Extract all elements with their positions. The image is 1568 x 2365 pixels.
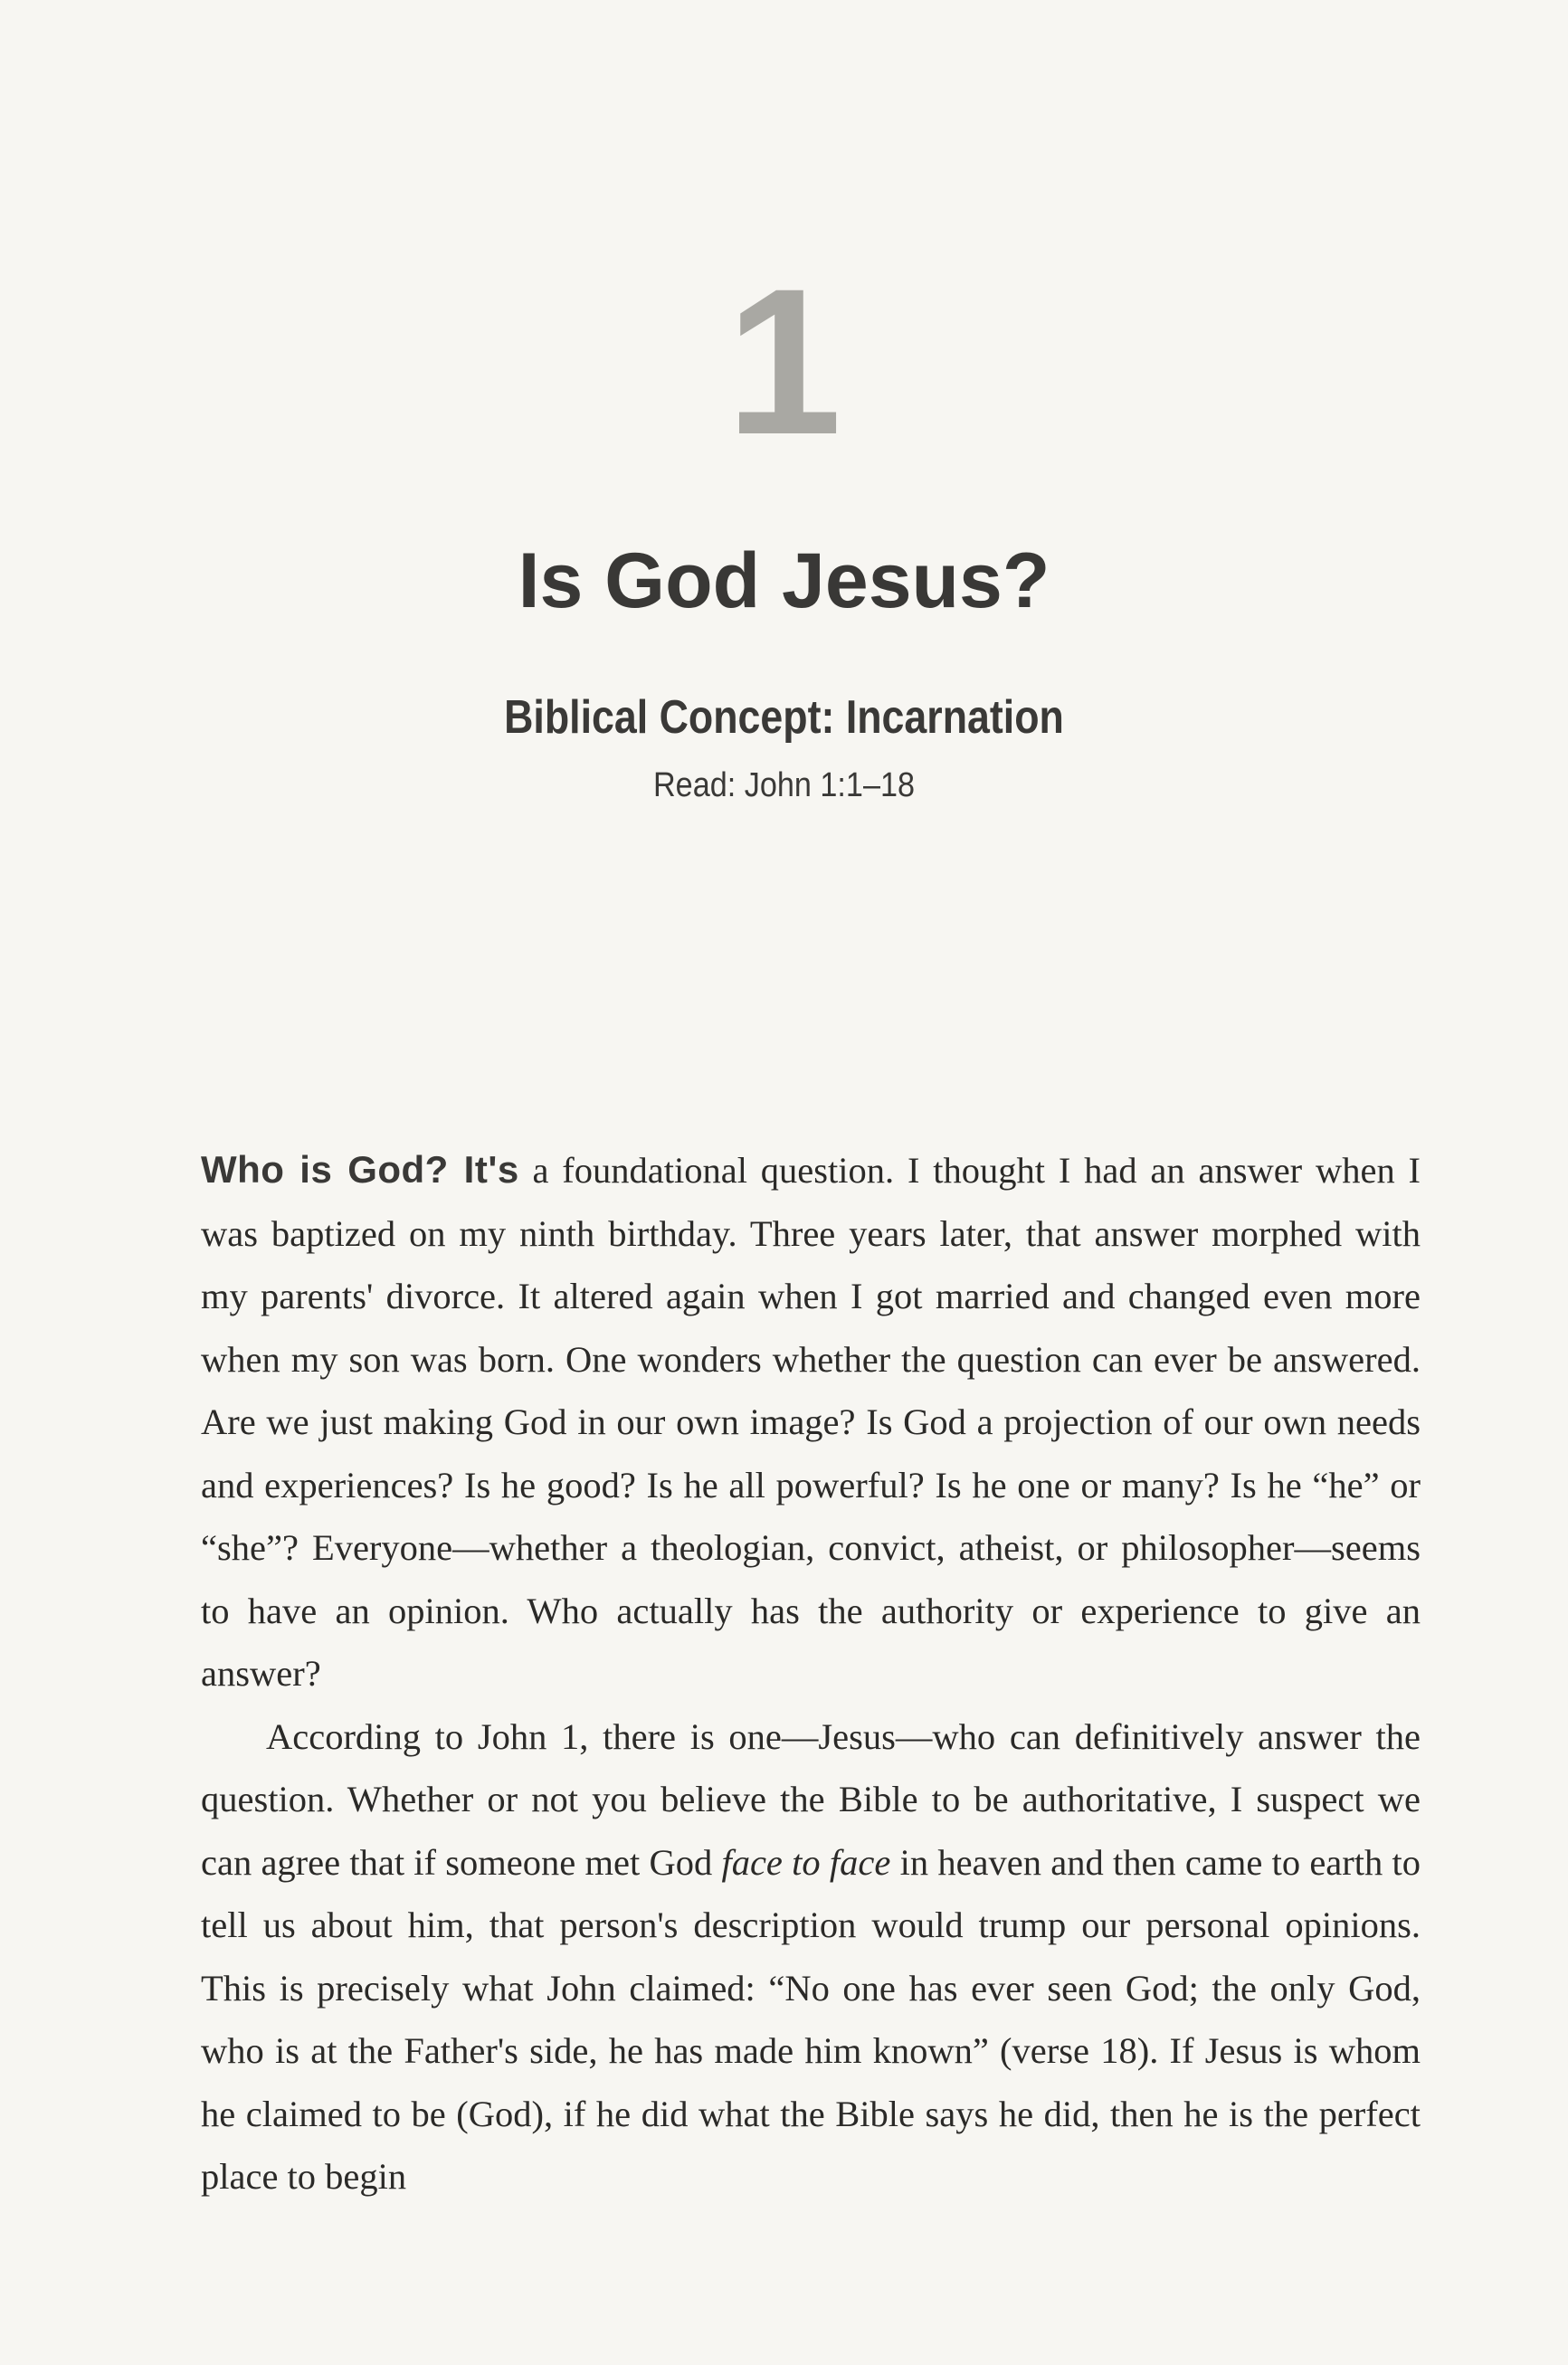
- paragraph-1: [201, 1138, 1421, 1705]
- paragraph-2-emphasis: face to face: [721, 1841, 891, 1883]
- paragraph-1-text: a foundational question. I thought I had an answer when I was baptized on my ninth birthday. Three years later, that answer morphed with my parents' divorce. It altered again when I got married and changed even more when my son was born. One wonders whether the question can ever be answered. Are we just making God in our own image? Is God a projection of our own needs and experiences? Is he good? Is he all powerful? Is he one or many? Is he “he” or “she”? Everyone—whether a theologian, convict, atheist, or philosopher—seems to have an opinion. Who actually has the authority or experience to give an answer?: [201, 1150, 1421, 1694]
- paragraph-2-text-end: in heaven and then came to earth to tell us about him, that person's description would trump our personal opinions. This is precisely what John claimed: “No one has ever seen God; the only God, who is at the Father's side, he has made him known” (verse 18). If Jesus is whom he claimed to be (God), if he did what the Bible says he did, then he is the perfect place to begin: [201, 1841, 1421, 2197]
- reading-reference: Read: John 1:1–18: [652, 766, 916, 804]
- paragraph-2-text-start: According to John 1, there is one—Jesus—who can definitively answer the question. Whether or not you believe the Bible to be authoritative, I suspect we can agree that if someone met God: [201, 1715, 1421, 1883]
- paragraph-lead-in: Who is God? It's: [201, 1148, 519, 1191]
- chapter-number: 1: [726, 245, 842, 478]
- chapter-body: [201, 1138, 1421, 2208]
- biblical-concept: Biblical Concept: Incarnation: [504, 691, 1064, 744]
- chapter-title: Is God Jesus?: [518, 537, 1050, 624]
- paragraph-2: [201, 1705, 1421, 2208]
